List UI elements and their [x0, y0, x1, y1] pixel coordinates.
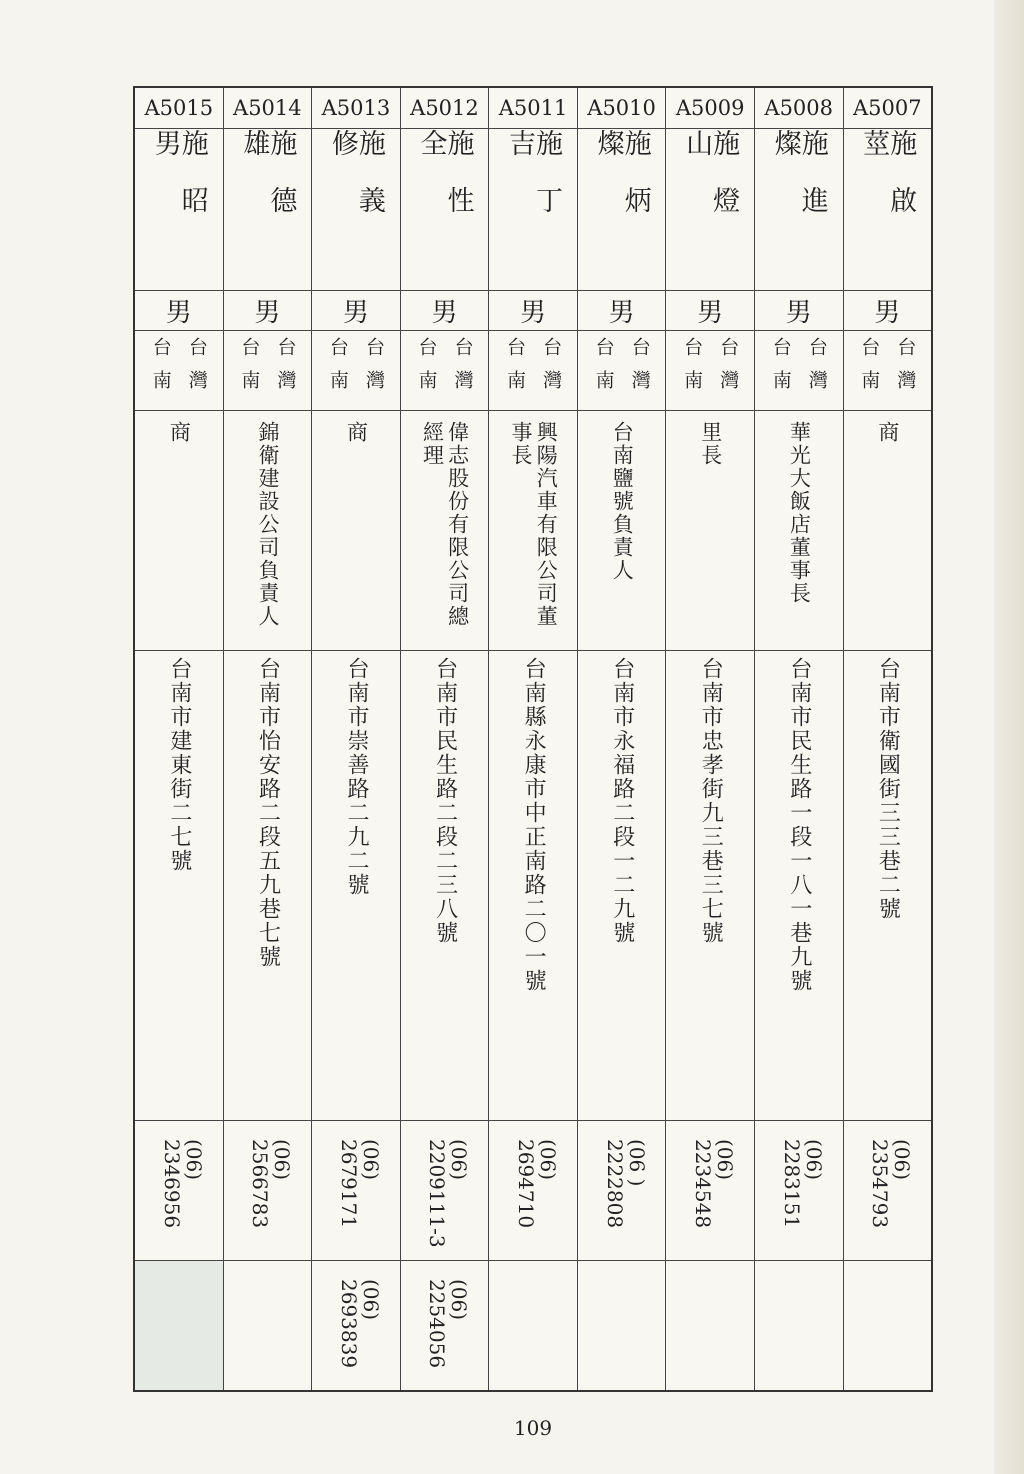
name-cell	[844, 129, 932, 291]
phone-area-code: (06)	[270, 1139, 295, 1181]
record-id-cell	[312, 88, 400, 129]
phone-cell	[578, 1121, 666, 1261]
name-cell	[401, 129, 489, 291]
record-id: A5010	[587, 96, 656, 120]
gender-cell	[578, 291, 666, 331]
origin: 台灣台南	[858, 337, 917, 403]
name-cell	[312, 129, 400, 291]
record-id: A5013	[321, 96, 391, 120]
origin-cell	[224, 331, 312, 411]
title-cell	[135, 411, 223, 651]
address: 台南市崇善路二九二號	[344, 657, 369, 897]
gender: 男	[431, 298, 458, 328]
phone-cell	[401, 1121, 489, 1261]
gender-cell	[135, 291, 223, 331]
phone-number	[869, 1139, 913, 1228]
address-cell	[224, 651, 312, 1121]
record-column-a5011	[488, 88, 577, 1390]
phone-digits: 2354793	[868, 1139, 893, 1229]
title-cell	[755, 411, 843, 651]
record-id: A5014	[233, 96, 302, 120]
phone-digits: 2254056	[425, 1279, 450, 1369]
record-column-a5009	[665, 88, 754, 1390]
gender: 男	[874, 298, 901, 328]
phone-area-code: (06)	[890, 1139, 915, 1181]
person-name: 施義修	[326, 129, 385, 243]
person-name: 施丁吉	[504, 129, 563, 243]
phone-area-code: (06)	[536, 1139, 561, 1181]
phone-digits: 2222808	[602, 1139, 627, 1229]
origin: 台灣台南	[326, 337, 385, 403]
phone-number	[426, 1139, 470, 1248]
origin-cell	[312, 331, 400, 411]
record-id: A5007	[852, 96, 922, 120]
phone-area-code: (06)	[801, 1139, 826, 1181]
gender: 男	[165, 298, 192, 328]
phone-area-code: (06)	[713, 1139, 738, 1181]
phone-area-code: (06)	[447, 1279, 472, 1321]
record-column-a5015	[135, 88, 223, 1390]
second-phone-number	[338, 1279, 382, 1368]
record-column-a5007	[843, 88, 932, 1390]
gender-cell	[489, 291, 577, 331]
occupation-title: 興陽汽車有限公司董事長	[509, 421, 559, 628]
phone-number	[338, 1139, 382, 1228]
address: 台南市怡安路二段五九巷七號	[255, 657, 281, 969]
phone-cell	[135, 1121, 223, 1261]
record-id-cell	[401, 88, 489, 129]
address: 台南市忠孝街九三巷三七號	[698, 657, 724, 945]
person-name: 施進燦	[769, 129, 828, 243]
address-cell	[578, 651, 666, 1121]
record-id-cell	[578, 88, 666, 129]
origin: 台灣台南	[149, 337, 208, 403]
second-phone-cell	[135, 1261, 223, 1390]
phone-area-code: (06)	[358, 1139, 383, 1181]
record-column-a5008	[754, 88, 843, 1390]
gender-cell	[755, 291, 843, 331]
address-cell	[844, 651, 932, 1121]
origin-cell	[755, 331, 843, 411]
record-table	[133, 86, 933, 1392]
second-phone-cell	[755, 1261, 843, 1390]
record-id: A5015	[144, 96, 214, 120]
name-cell	[755, 129, 843, 291]
phone-cell	[844, 1121, 932, 1261]
origin: 台灣台南	[592, 337, 651, 403]
title-cell	[312, 411, 400, 651]
origin-cell	[666, 331, 754, 411]
origin-cell	[844, 331, 932, 411]
gender: 男	[697, 298, 724, 328]
address-cell	[135, 651, 223, 1121]
gender-cell	[666, 291, 754, 331]
record-id: A5012	[410, 96, 479, 120]
phone-cell	[666, 1121, 754, 1261]
address: 台南市民生路一段一八一巷九號	[786, 657, 812, 993]
title-cell	[224, 411, 312, 651]
origin: 台灣台南	[238, 337, 297, 403]
title-cell	[844, 411, 932, 651]
occupation-title: 偉志股份有限公司總經理	[420, 421, 470, 628]
origin-cell	[135, 331, 223, 411]
record-id: A5008	[764, 96, 834, 120]
phone-number	[781, 1139, 825, 1228]
phone-number	[515, 1139, 559, 1228]
phone-number	[161, 1139, 205, 1228]
occupation-title: 商	[167, 421, 192, 444]
phone-number	[249, 1139, 293, 1228]
name-cell	[578, 129, 666, 291]
page-edge	[994, 0, 1024, 1474]
address-cell	[489, 651, 577, 1121]
gender: 男	[785, 298, 812, 328]
person-name: 施德雄	[238, 129, 297, 243]
title-cell	[401, 411, 489, 651]
address-cell	[666, 651, 754, 1121]
gender: 男	[254, 298, 281, 328]
occupation-title: 華光大飯店董事長	[787, 421, 812, 605]
address: 台南市永福路二段一二九號	[609, 657, 635, 945]
person-name: 施炳燦	[592, 129, 651, 243]
gender: 男	[342, 298, 369, 328]
phone-cell	[755, 1121, 843, 1261]
phone-number	[604, 1139, 648, 1228]
gender: 男	[520, 298, 547, 328]
phone-area-code: (06 )	[624, 1139, 649, 1187]
gender: 男	[608, 298, 635, 328]
phone-digits: 2566783	[248, 1139, 273, 1229]
gender-cell	[844, 291, 932, 331]
record-column-a5010	[577, 88, 666, 1390]
address-cell	[312, 651, 400, 1121]
record-id-cell	[755, 88, 843, 129]
origin: 台灣台南	[504, 337, 563, 403]
title-cell	[666, 411, 754, 651]
phone-cell	[312, 1121, 400, 1261]
origin-cell	[401, 331, 489, 411]
phone-digits: 2234548	[691, 1139, 716, 1229]
record-id-cell	[224, 88, 312, 129]
address: 台南市建東街二七號	[166, 657, 192, 873]
phone-area-code: (06)	[358, 1279, 383, 1321]
record-column-a5013	[311, 88, 400, 1390]
phone-number	[692, 1139, 736, 1228]
phone-digits: 2283151	[779, 1139, 804, 1229]
record-id: A5009	[675, 96, 745, 120]
second-phone-cell	[844, 1261, 932, 1390]
phone-area-code: (06)	[181, 1139, 206, 1181]
name-cell	[135, 129, 223, 291]
phone-area-code: (06)	[447, 1139, 472, 1181]
title-cell	[578, 411, 666, 651]
person-name: 施燈山	[681, 129, 740, 243]
second-phone-cell	[666, 1261, 754, 1390]
phone-digits: 2694710	[514, 1139, 539, 1229]
second-phone-number	[426, 1279, 470, 1368]
origin-cell	[489, 331, 577, 411]
phone-cell	[489, 1121, 577, 1261]
page-number: 109	[513, 1416, 553, 1440]
occupation-title: 商	[875, 421, 900, 444]
second-phone-cell	[489, 1261, 577, 1390]
address: 台南市衛國街三三巷二號	[875, 657, 901, 921]
phone-cell	[224, 1121, 312, 1261]
phone-digits: 2346956	[159, 1139, 184, 1229]
name-cell	[666, 129, 754, 291]
title-cell	[489, 411, 577, 651]
second-phone-cell	[224, 1261, 312, 1390]
origin: 台灣台南	[415, 337, 474, 403]
record-id-cell	[489, 88, 577, 129]
phone-digits: 2679171	[336, 1139, 361, 1229]
record-id-cell	[135, 88, 223, 129]
person-name: 施啟莖	[858, 129, 917, 243]
gender-cell	[224, 291, 312, 331]
record-column-a5014	[223, 88, 312, 1390]
name-cell	[489, 129, 577, 291]
record-column-a5012	[400, 88, 489, 1390]
address: 台南市民生路二段二三八號	[432, 657, 458, 945]
record-id-cell	[666, 88, 754, 129]
occupation-title: 商	[344, 421, 369, 444]
phone-digits: 2693839	[336, 1279, 361, 1369]
occupation-title: 台南鹽號負責人	[610, 421, 635, 582]
origin: 台灣台南	[769, 337, 828, 403]
address: 台南縣永康市中正南路二〇一號	[521, 657, 547, 993]
occupation-title: 錦衛建設公司負責人	[255, 421, 280, 628]
gender-cell	[312, 291, 400, 331]
address-cell	[755, 651, 843, 1121]
second-phone-cell	[401, 1261, 489, 1390]
record-id-cell	[844, 88, 932, 129]
second-phone-cell	[578, 1261, 666, 1390]
record-id: A5011	[498, 96, 568, 120]
occupation-title: 里長	[698, 421, 723, 467]
name-cell	[224, 129, 312, 291]
origin: 台灣台南	[681, 337, 740, 403]
person-name: 施性全	[415, 129, 474, 243]
phone-digits: 2209111-3	[425, 1139, 450, 1248]
person-name: 施昭男	[149, 129, 208, 243]
address-cell	[401, 651, 489, 1121]
second-phone-cell	[312, 1261, 400, 1390]
origin-cell	[578, 331, 666, 411]
gender-cell	[401, 291, 489, 331]
